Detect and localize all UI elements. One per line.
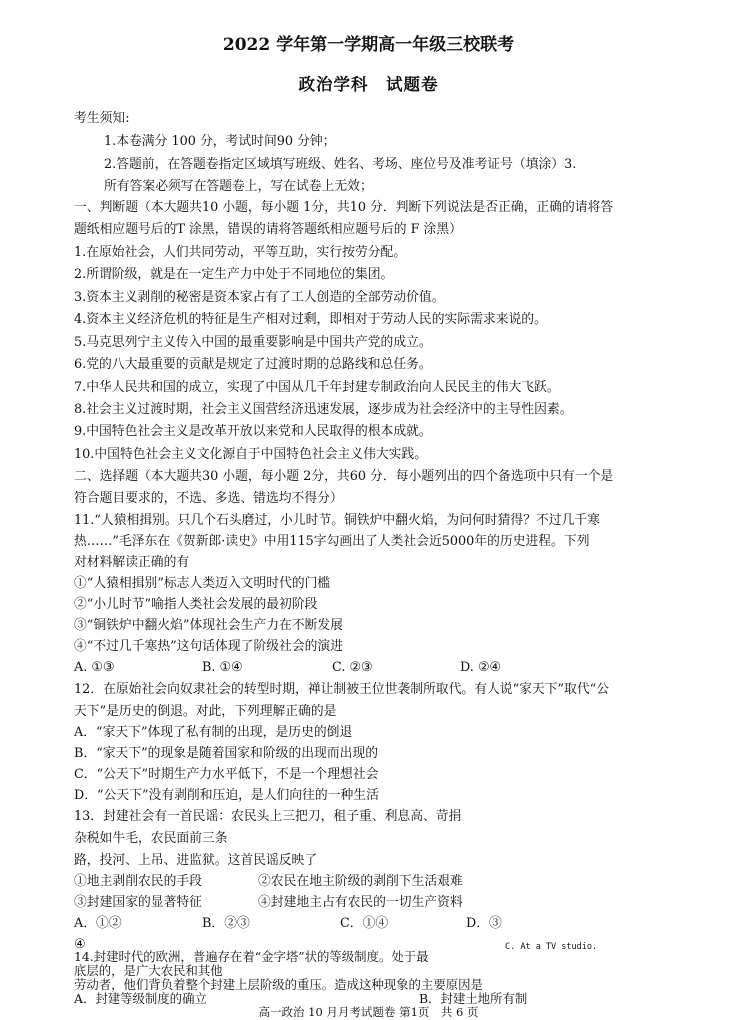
statement-option: ①“人猿相揖别”标志人类迈入文明时代的门槛 <box>74 576 331 591</box>
judge-item: 8.社会主义过渡时期，社会主义国营经济迅速发展，逐步成为社会经济中的主导性因素。 <box>74 402 573 417</box>
question-stem: 热……”毛泽东在《贺新郎·读史》中用115字勾画出了人类社会近5000年的历史进程。下列 <box>74 534 590 549</box>
choice-d: D．③ <box>466 916 502 931</box>
statement-option: ④封建地主占有农民的一切生产资料 <box>258 895 463 910</box>
choice-b: B．“家天下”的现象是随着国家和阶级的出现而出现的 <box>74 746 379 761</box>
judge-item: 3.资本主义剥削的秘密是资本家占有了工人创造的全部劳动价值。 <box>74 290 445 305</box>
choice-d-continued: ④ <box>74 937 86 952</box>
choice-d: D．“公天下”没有剥削和压迫，是人们向往的一种生活 <box>74 788 379 803</box>
exam-subtitle: 政治学科 试题卷 <box>298 75 439 94</box>
choice-d: D. ②④ <box>460 660 501 675</box>
question-stem: 路，投河、上吊、进监狱。这首民谣反映了 <box>74 853 318 868</box>
page-footer: 高一政治 10 月月考试题卷 第1页 共 6 页 <box>258 1005 479 1019</box>
judge-item: 10.中国特色社会主义文化源自于中国特色社会主义伟大实践。 <box>74 447 428 462</box>
choice-b: B．封建土地所有制 <box>419 991 528 1006</box>
notice-item: 2.答题前，在答题卷指定区域填写班级、姓名、考场、座位号及准考证号（填涂）3. <box>104 157 577 172</box>
question-stem: 劳动者，他们背负着整个封建上层阶级的重压。造成这种现象的主要原因是 <box>74 977 483 992</box>
section1-intro: 一、判断题（本大题共10 小题，每小题 1分，共10 分．判断下列说法是否正确，正确的请将答 <box>74 200 614 215</box>
section2-intro: 符合题目要求的，不选、多选、错选均不得分） <box>74 491 343 506</box>
section2-intro: 二、选择题（本大题共30 小题，每小题 2分，共60 分．每小题列出的四个备选项中只有一个是 <box>74 469 614 484</box>
statement-option: ④“不过几千寒热”这句话体现了阶级社会的演进 <box>74 639 344 654</box>
judge-item: 1.在原始社会，人们共同劳动，平等互助，实行按劳分配。 <box>74 245 407 260</box>
judge-item: 7.中华人民共和国的成立，实现了中国从几千年封建专制政治向人民民主的伟大飞跃。 <box>74 380 560 395</box>
statement-option: ①地主剥削农民的手段 <box>74 874 202 889</box>
judge-item: 5.马克思列宁主义传入中国的最重要影响是中国共产党的成立。 <box>74 335 432 350</box>
question-stem: 11.“人猿相揖别。只几个石头磨过，小儿时节。铜铁炉中翻火焰，为问何时猜得？不过几千寒 <box>74 513 600 528</box>
choice-b: B．②③ <box>202 916 250 931</box>
choice-c: C．“公天下”时期生产力水平低下，不是一个理想社会 <box>74 767 379 782</box>
notice-heading: 考生须知: <box>74 111 130 126</box>
section1-intro: 题纸相应题号后的T 涂黑，错误的请将答题纸相应题号后的 F 涂黑） <box>74 222 462 237</box>
question-stem: 对材料解读正确的有 <box>74 555 190 570</box>
question-stem: 杂税如牛毛，农民面前三条 <box>74 831 228 846</box>
statement-option: ③“铜铁炉中翻火焰”体现社会生产力在不断发展 <box>74 618 344 633</box>
exam-title: 2022 学年第一学期高一年级三校联考 <box>222 35 515 55</box>
judge-item: 9.中国特色社会主义是改革开放以来党和人民取得的根本成就。 <box>74 424 432 439</box>
stray-text: C. At a TV studio. <box>505 942 598 952</box>
choice-c: C．①④ <box>340 916 389 931</box>
judge-item: 4.资本主义经济危机的特征是生产相对过剩，即相对于劳动人民的实际需求来说的。 <box>74 312 547 327</box>
choice-a: A. ①③ <box>74 660 115 675</box>
choice-c: C. ②③ <box>332 660 373 675</box>
statement-option: ②“小儿时节”喻指人类社会发展的最初阶段 <box>74 597 318 612</box>
statement-option: ②农民在地主阶级的剥削下生活艰难 <box>258 874 463 889</box>
question-stem: 14.封建时代的欧洲，普遍存在着“金字塔”状的等级制度。处于最 <box>74 949 429 964</box>
question-stem: 12．在原始社会向奴隶社会的转型时期，禅让制被王位世袭制所取代。有人说“家天下”取代“公 <box>74 682 609 697</box>
question-stem: 13．封建社会有一首民谣：农民头上三把刀，租子重、利息高、苛捐 <box>74 809 462 824</box>
question-stem: 底层的，是广大农民和其他 <box>74 963 223 978</box>
choice-a: A．①② <box>74 916 122 931</box>
question-stem: 天下”是历史的倒退。对此，下列理解正确的是 <box>74 704 337 719</box>
notice-item: 1.本卷满分 100 分，考试时间90 分钟； <box>104 134 336 149</box>
choice-b: B. ①④ <box>202 660 243 675</box>
choice-a: A．封建等级制度的确立 <box>74 991 207 1006</box>
notice-item: 所有答案必须写在答题卷上，写在试卷上无效； <box>104 179 373 194</box>
judge-item: 2.所谓阶级，就是在一定生产力中处于不同地位的集团。 <box>74 267 394 282</box>
statement-option: ③封建国家的显著特征 <box>74 895 202 910</box>
choice-a: A．“家天下”体现了私有制的出现，是历史的倒退 <box>74 725 353 740</box>
judge-item: 6.党的八大最重要的贡献是规定了过渡时期的总路线和总任务。 <box>74 357 432 372</box>
